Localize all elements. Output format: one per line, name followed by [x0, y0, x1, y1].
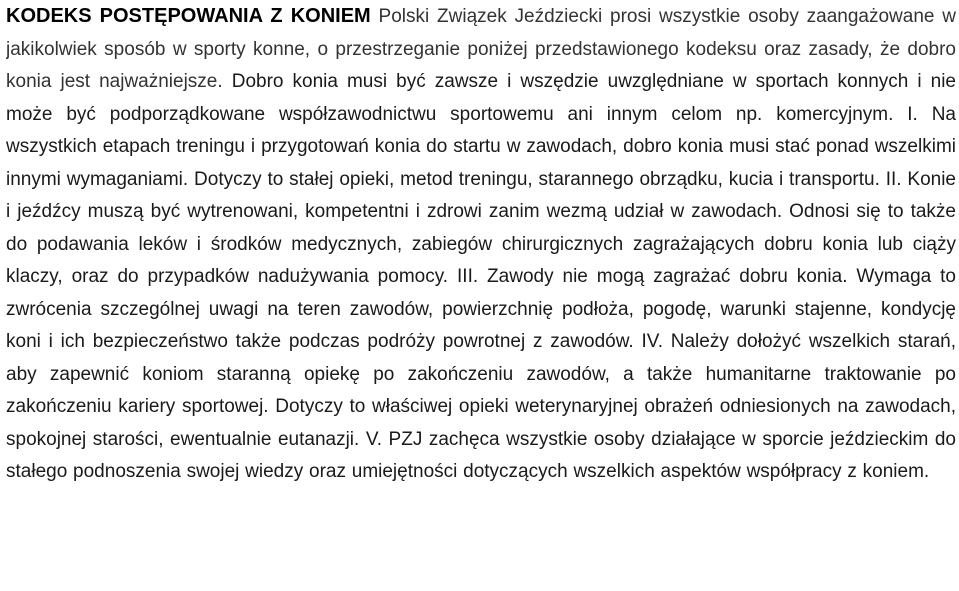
- intro-text: Polski Związek Jeździecki prosi wszystkie osoby zaangażowane w jakikolwiek sposób w sporty konne, o przestrzeganie poniżej przedstawionego kodeksu oraz zasady, że dobro konia jest najważniejsze.: [6, 6, 956, 92]
- document-page: [6, 0, 956, 591]
- body-text: Dobro konia musi być zawsze i wszędzie uwzględniane w sportach konnych i nie może być podporządkowane współzawodnictwu sportowemu ani innym celom np. komercyjnym. I. Na wszystkich etapach treningu i przygotowań konia do startu w zawodach, dobro konia musi stać ponad wszelkimi innymi wymaganiami. Dotyczy to stałej opieki, metod treningu, starannego obrządku, kucia i transportu. II. Konie i jeźdźcy muszą być wytrenowani, kompetentni i zdrowi zanim wezmą udział w zawodach. Odnosi się to także do podawania leków i środków medycznych, zabiegów chirurgicznych zagrażających dobru konia lub ciąży klaczy, oraz do przypadków nadużywania pomocy. III. Zawody nie mogą zagrażać dobru konia. Wymaga to zwrócenia szczególnej uwagi na teren zawodów, powierzchnię podłoża, pogodę, warunki stajenne, kondycję koni i ich bezpieczeństwo także podczas podróży powrotnej z zawodów. IV. Należy dołożyć wszelkich starań, aby zapewnić koniom staranną opiekę po zakończeniu zawodów, a także humanitarne traktowanie po zakończeniu kariery sportowej. Dotyczy to właściwej opieki weterynaryjnej obrażeń odniesionych na zawodach, spokojnej starości, ewentualnie eutanazji. V. PZJ zachęca wszystkie osoby działające w sporcie jeździeckim do stałego podnoszenia swojej wiedzy oraz umiejętności dotyczących wszelkich aspektów współpracy z koniem.: [6, 71, 956, 482]
- document-title: KODEKS POSTĘPOWANIA Z KONIEM: [6, 5, 371, 27]
- code-paragraph: [6, 0, 956, 489]
